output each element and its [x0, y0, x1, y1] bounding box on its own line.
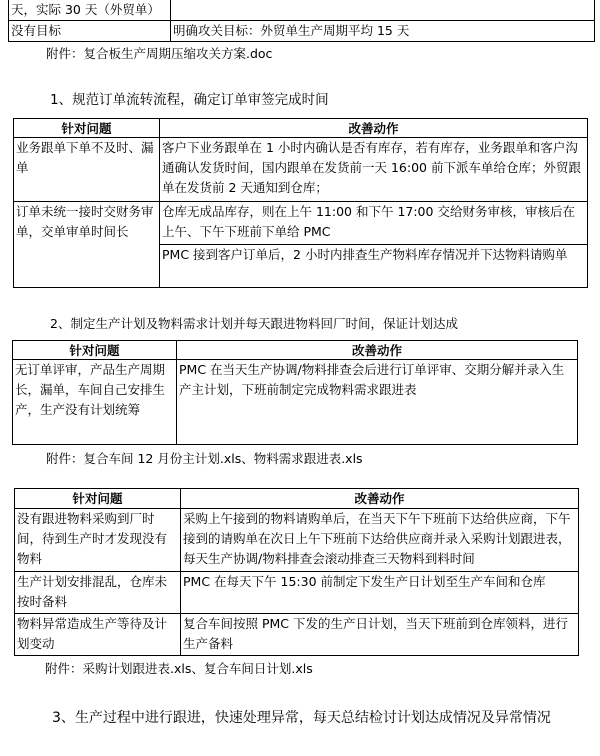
table-row	[9, 0, 595, 21]
action-cell: 采购上午接到的物料请购单后，在当天下午下班前下达给供应商，下午接到的请购单在次日上午下班前下达给供应商并录入采购计划跟进表，每天生产协调/物料排查会滚动排查三天物料到料时间	[181, 509, 579, 572]
table-header-row	[13, 341, 578, 360]
section-heading: 3、生产过程中进行跟进，快速处理异常，每天总结检讨计划达成情况及异常情况	[52, 710, 551, 726]
section-heading: 1、规范订单流转流程，确定订单审签完成时间	[50, 92, 329, 108]
column-header-issue: 针对问题	[14, 119, 160, 138]
table-row	[15, 572, 579, 614]
table-header-row	[15, 489, 579, 509]
action-cell: 仓库无成品库存，则在上午 11:00 和下午 17:00 交给财务审核，审核后在上午、下午下班前下单给 PMC	[160, 202, 588, 245]
issue-cell: 订单未统一接时交财务审单，交单审单时间长	[14, 202, 160, 288]
table-row	[9, 21, 595, 42]
action-cell: 复合车间按照 PMC 下发的生产日计划，当天下班前到仓库领料，进行生产备料	[181, 614, 579, 656]
table-cell	[171, 0, 595, 21]
table-row	[15, 614, 579, 656]
section-2b-table	[14, 488, 579, 656]
action-cell: 客户下业务跟单在 1 小时内确认是否有库存，若有库存，业务跟单和客户沟通确认发货时间，国内跟单在发货前一天 16:00 前下派车单给仓库；外贸跟单在发货前 2 天通知到仓库；	[160, 138, 588, 202]
table-cell: 没有目标	[9, 21, 171, 42]
table-cell: 明确攻关目标：外贸单生产周期平均 15 天	[171, 21, 595, 42]
issue-cell: 无订单评审，产品生产周期长，漏单，车间自己安排生产，生产没有计划统筹	[13, 360, 177, 445]
action-cell: PMC 在当天生产协调/物料排查会后进行订单评审、交期分解并录入生产主计划，下班前制定完成物料需求跟进表	[177, 360, 578, 445]
table-row	[14, 138, 588, 202]
table-header-row	[14, 119, 588, 138]
issue-cell: 没有跟进物料采购到厂时间，待到生产时才发现没有物料	[15, 509, 181, 572]
action-cell: PMC 在每天下午 15:30 前制定下发生产日计划至生产车间和仓库	[181, 572, 579, 614]
top-table	[8, 0, 595, 42]
column-header-action: 改善动作	[181, 489, 579, 509]
column-header-action: 改善动作	[177, 341, 578, 360]
issue-cell: 物料异常造成生产等待及计划变动	[15, 614, 181, 656]
section-heading: 2、制定生产计划及物料需求计划并每天跟进物料回厂时间，保证计划达成	[50, 316, 458, 331]
column-header-action: 改善动作	[160, 119, 588, 138]
issue-cell: 生产计划安排混乱，仓库未按时备料	[15, 572, 181, 614]
table-row	[14, 202, 588, 245]
action-cell: PMC 接到客户订单后，2 小时内排查生产物料库存情况并下达物料请购单	[160, 245, 588, 288]
table-row	[15, 509, 579, 572]
section-1-table	[13, 118, 588, 288]
issue-cell: 业务跟单下单不及时、漏单	[14, 138, 160, 202]
column-header-issue: 针对问题	[13, 341, 177, 360]
table-cell: 天，实际 30 天（外贸单）	[9, 0, 171, 21]
column-header-issue: 针对问题	[15, 489, 181, 509]
section-2-table	[12, 340, 578, 445]
attachment-text: 附件：复合板生产周期压缩攻关方案.doc	[46, 46, 273, 61]
table-row	[13, 360, 578, 445]
attachment-text: 附件：复合车间 12 月份主计划.xls、物料需求跟进表.xls	[46, 451, 363, 466]
attachment-text: 附件：采购计划跟进表.xls、复合车间日计划.xls	[45, 661, 313, 676]
